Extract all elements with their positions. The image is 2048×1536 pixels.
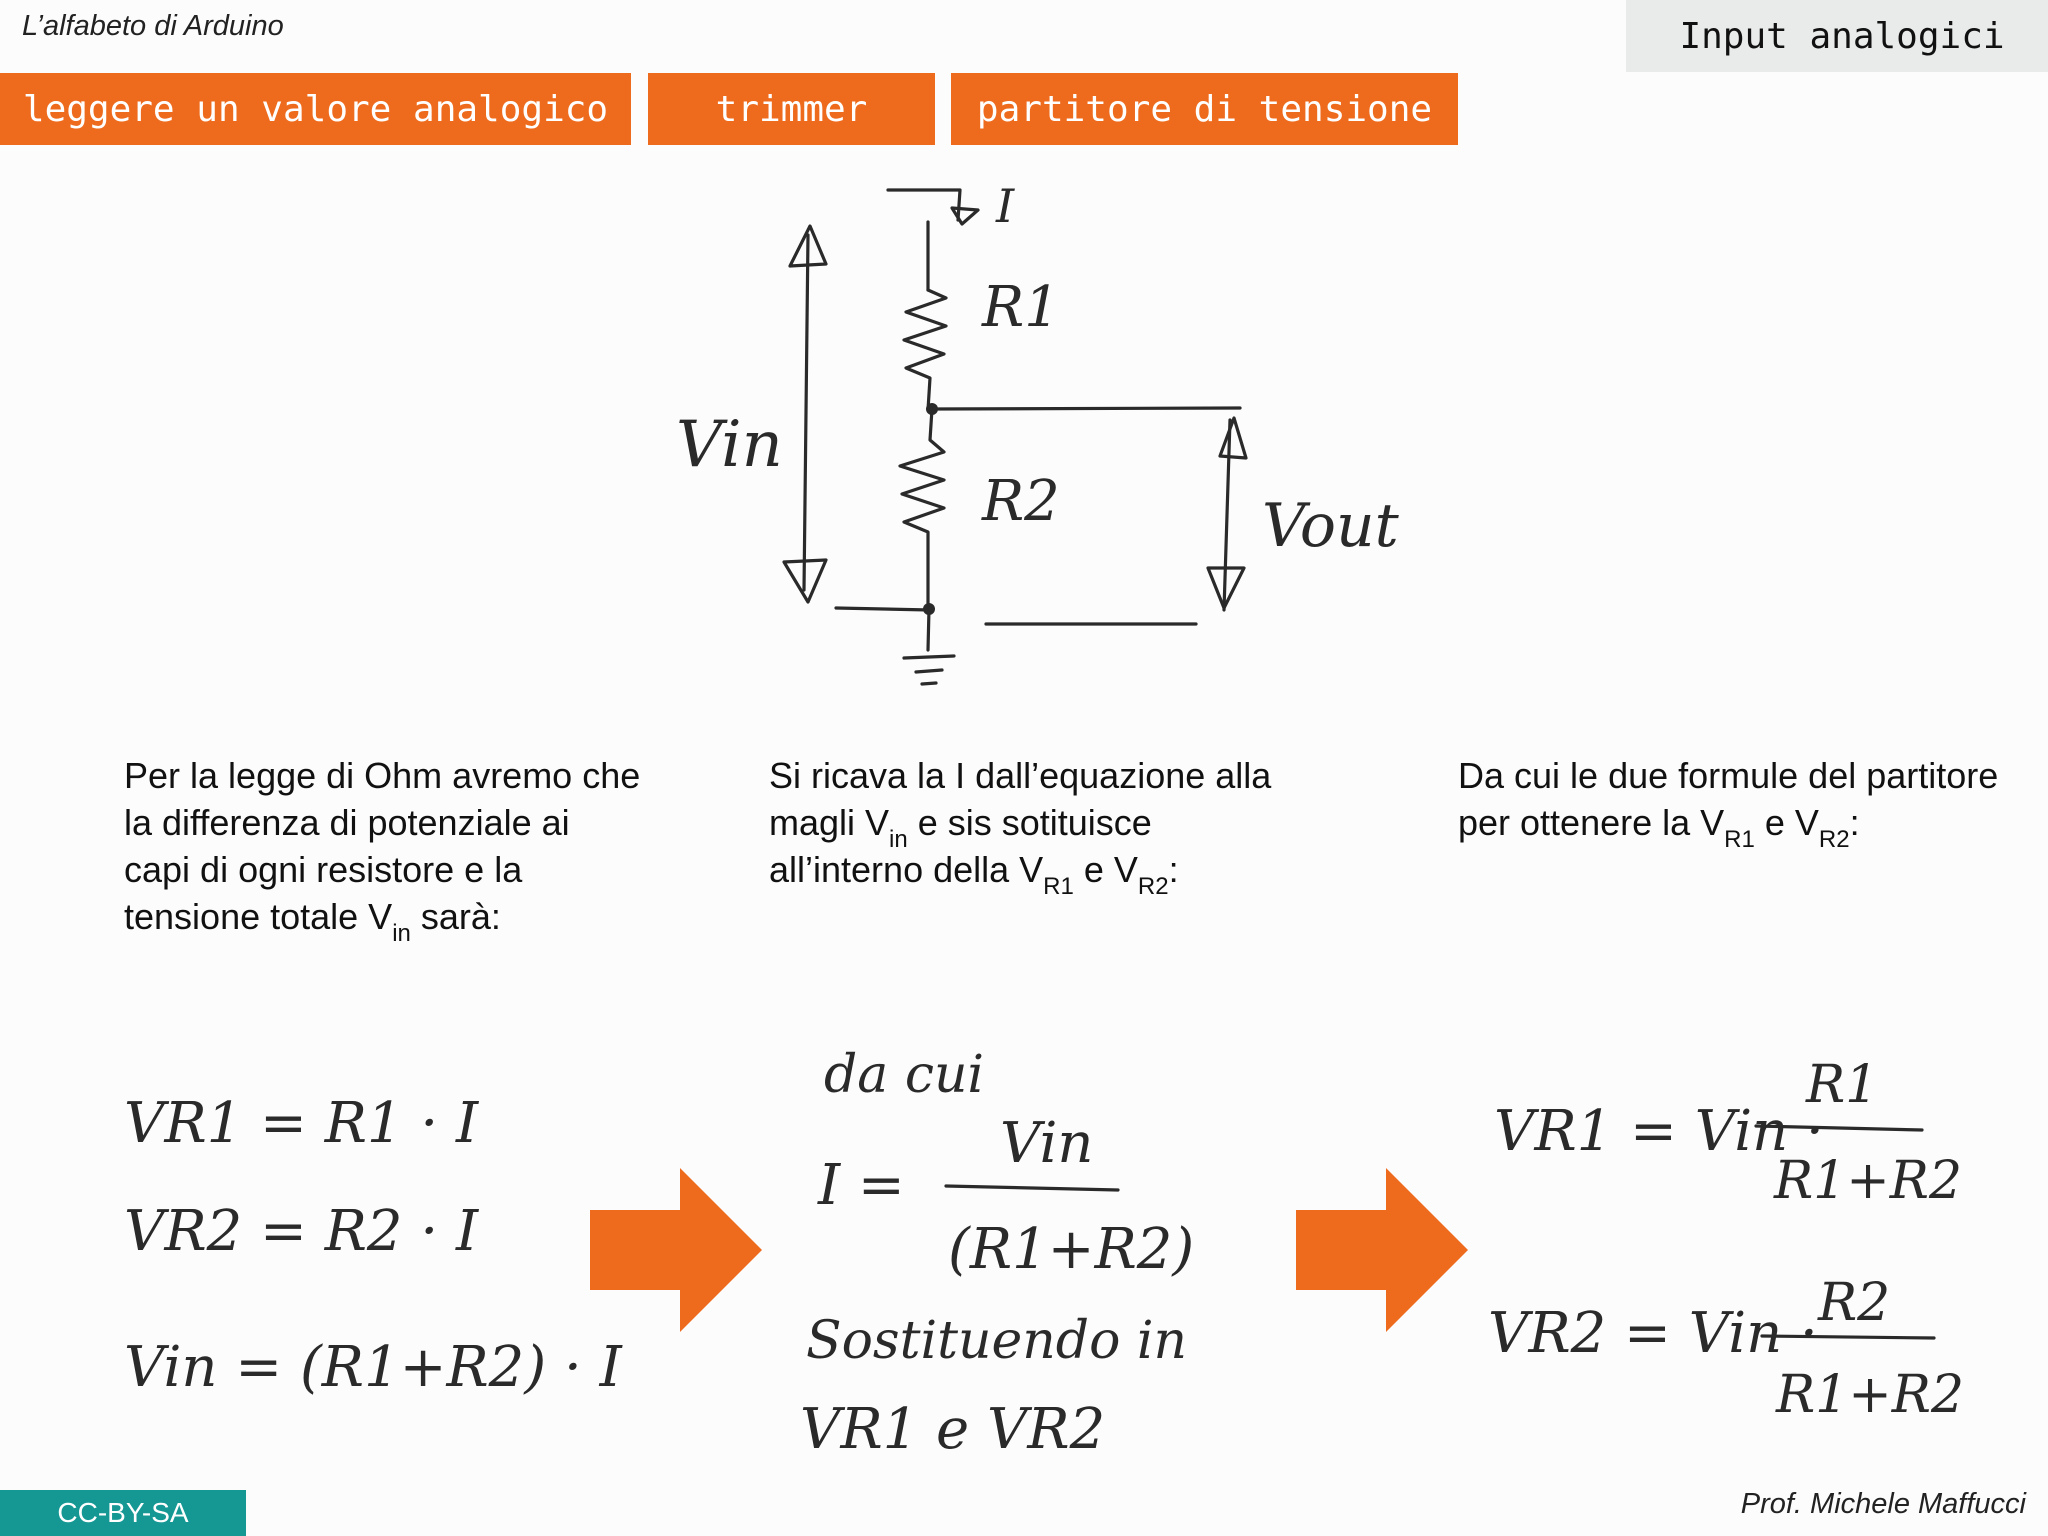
current-derivation bbox=[800, 1045, 1194, 1462]
top-wire bbox=[888, 190, 960, 220]
i-equals: I = bbox=[818, 1153, 905, 1218]
r1-label: R1 bbox=[982, 275, 1060, 340]
paragraph-current-derivation: Si ricava la I dall’equazione alla magli $V_{in}$ e sis sotituisce all’interno della $V_{R1}$ e $V_{R2}$: bbox=[769, 755, 1272, 900]
current-arrow bbox=[952, 208, 978, 224]
equation-vin: Vin = (R1+R2) · I bbox=[124, 1335, 622, 1400]
formula-vr1-denominator: R1+R2 bbox=[1774, 1151, 1963, 1211]
formula-vr1-numerator: R1 bbox=[1806, 1055, 1879, 1115]
vin-label: Vin bbox=[676, 408, 783, 482]
paragraph-divider-formulas: Da cui le due formule del partitore per ottenere la $V_{R1}$ e $V_{R2}$: bbox=[1458, 755, 1999, 853]
resistor-r2 bbox=[900, 409, 944, 610]
vout-arrow-shaft bbox=[1224, 420, 1230, 610]
tab-trimmer[interactable]: trimmer bbox=[648, 73, 935, 145]
i-fraction-bar bbox=[946, 1186, 1118, 1190]
formula-vr2-denominator: R1+R2 bbox=[1776, 1365, 1965, 1425]
license-badge: CC-BY-SA bbox=[0, 1490, 246, 1536]
author-credit: Prof. Michele Maffucci bbox=[1740, 1488, 2026, 1520]
vin-arrow-shaft bbox=[804, 235, 808, 590]
formula-vr2-fraction-bar bbox=[1762, 1336, 1934, 1338]
tab-partitore-di-tensione[interactable]: partitore di tensione bbox=[951, 73, 1458, 145]
vr1-vr2-text: VR1 e VR2 bbox=[800, 1397, 1106, 1462]
equation-vr1: VR1 = R1 · I bbox=[124, 1091, 479, 1156]
ground-icon bbox=[904, 609, 954, 684]
formula-vr2-lhs: VR2 = Vin · bbox=[1488, 1301, 1818, 1366]
voltage-divider-circuit bbox=[676, 179, 1400, 684]
r2-label: R2 bbox=[982, 469, 1060, 534]
bottom-wire bbox=[836, 608, 930, 610]
i-denominator: (R1+R2) bbox=[948, 1217, 1195, 1282]
formula-vr2-numerator: R2 bbox=[1818, 1273, 1891, 1333]
divider-formulas bbox=[1488, 1055, 1964, 1425]
vout-arrow-head-up bbox=[1220, 418, 1246, 458]
formula-vr1-lhs: VR1 = Vin · bbox=[1494, 1099, 1824, 1164]
series-title: L’alfabeto di Arduino bbox=[22, 10, 284, 42]
arrow-right-icon bbox=[590, 1168, 762, 1332]
vout-label: Vout bbox=[1262, 491, 1399, 561]
section-title-badge: Input analogici bbox=[1626, 0, 2048, 72]
arrow-right-icon bbox=[1296, 1168, 1468, 1332]
ohm-law-equations bbox=[124, 1091, 624, 1400]
current-label: I bbox=[996, 179, 1015, 233]
output-wire bbox=[932, 408, 1240, 409]
paragraph-ohm-law: Per la legge di Ohm avremo che la differenza di potenziale ai capi di ogni resistore e la tensione totale $V_{in}$ sarà: bbox=[124, 755, 641, 947]
da-cui-text: da cui bbox=[824, 1045, 985, 1105]
sostituendo-text: Sostituendo in bbox=[806, 1311, 1188, 1371]
i-numerator: Vin bbox=[1000, 1111, 1094, 1176]
resistor-r1 bbox=[904, 290, 946, 410]
equation-vr2: VR2 = R2 · I bbox=[124, 1199, 479, 1264]
tab-leggere-valore-analogico[interactable]: leggere un valore analogico bbox=[0, 73, 631, 145]
